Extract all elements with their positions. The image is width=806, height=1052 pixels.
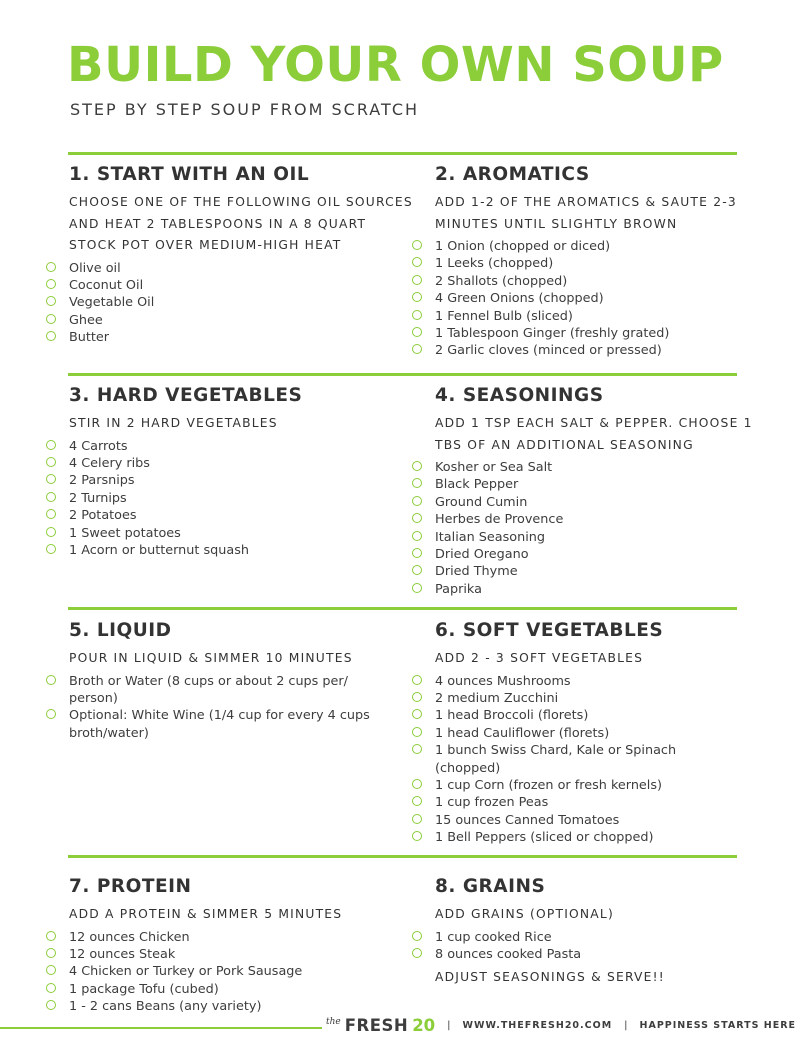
- ingredient-label: Italian Seasoning: [435, 529, 545, 545]
- circle-bullet-icon: [46, 296, 56, 306]
- brand-prefix: the: [326, 1017, 341, 1027]
- ingredient-label: 1 cup Corn (frozen or fresh kernels): [435, 777, 663, 793]
- ingredient-label: Ground Cumin: [435, 494, 528, 510]
- footer-separator: |: [624, 1019, 628, 1031]
- circle-bullet-icon: [46, 331, 56, 341]
- section-seasonings: [435, 383, 755, 598]
- ingredient-label: 12 ounces Steak: [69, 946, 176, 962]
- ingredient-list: [69, 929, 414, 1016]
- ingredient-label: 1 Onion (chopped or diced): [435, 239, 611, 254]
- ingredient-item: [435, 255, 755, 272]
- ingredient-label: 1 cup cooked Rice: [435, 929, 552, 945]
- ingredient-item: [69, 963, 414, 980]
- ingredient-label: 4 Carrots: [69, 438, 128, 454]
- circle-bullet-icon: [412, 692, 422, 702]
- ingredient-label: 8 ounces cooked Pasta: [435, 946, 582, 962]
- circle-bullet-icon: [412, 240, 422, 250]
- ingredient-label: Broth or Water (8 cups or about 2 cups per/ person): [69, 673, 348, 706]
- ingredient-label: Dried Thyme: [435, 564, 518, 580]
- section-aromatics: [435, 162, 755, 360]
- section-soft-vegetables: [435, 618, 735, 847]
- ingredient-list: [435, 929, 755, 964]
- section-heading: 2. AROMATICS: [435, 164, 590, 185]
- circle-bullet-icon: [412, 779, 422, 789]
- ingredient-label: 1 package Tofu (cubed): [69, 981, 219, 997]
- ingredient-label: 1 Fennel Bulb (sliced): [435, 308, 573, 324]
- ingredient-item: [435, 777, 735, 794]
- circle-bullet-icon: [412, 478, 422, 488]
- circle-bullet-icon: [412, 496, 422, 506]
- section-liquid: [69, 618, 387, 742]
- ingredient-label: 1 - 2 cans Beans (any variety): [69, 999, 262, 1015]
- ingredient-label: 4 Green Onions (chopped): [435, 291, 604, 307]
- section-instruction: STIR IN 2 HARD VEGETABLES: [69, 416, 278, 430]
- circle-bullet-icon: [46, 440, 56, 450]
- ingredient-item: [69, 294, 414, 311]
- circle-bullet-icon: [412, 709, 422, 719]
- section-instruction: ADD A PROTEIN & SIMMER 5 MINUTES: [69, 907, 343, 921]
- ingredient-label: 1 head Broccoli (florets): [435, 708, 589, 724]
- ingredient-item: [69, 490, 414, 507]
- section-divider: [68, 373, 737, 376]
- ingredient-label: Kosher or Sea Salt: [435, 460, 553, 475]
- ingredient-label: 1 Leeks (chopped): [435, 256, 554, 272]
- ingredient-label: Herbes de Provence: [435, 512, 564, 528]
- ingredient-label: 2 Potatoes: [69, 508, 137, 524]
- circle-bullet-icon: [412, 675, 422, 685]
- section-heading: 5. LIQUID: [69, 620, 172, 641]
- circle-bullet-icon: [46, 492, 56, 502]
- circle-bullet-icon: [412, 257, 422, 267]
- ingredient-item: [435, 529, 755, 546]
- circle-bullet-icon: [412, 344, 422, 354]
- ingredient-item: [435, 476, 755, 493]
- ingredient-label: 1 Acorn or butternut squash: [69, 542, 249, 558]
- ingredient-label: 1 Sweet potatoes: [69, 525, 181, 541]
- ingredient-item: [69, 438, 414, 455]
- ingredient-item: [69, 707, 387, 742]
- ingredient-item: [435, 812, 735, 829]
- circle-bullet-icon: [412, 548, 422, 558]
- ingredient-label: Paprika: [435, 581, 482, 597]
- section-heading: 4. SEASONINGS: [435, 385, 604, 406]
- ingredient-list: [69, 260, 414, 347]
- ingredient-label: 1 Tablespoon Ginger (freshly grated): [435, 326, 670, 342]
- section-instruction: ADD 2 - 3 SOFT VEGETABLES: [435, 651, 644, 665]
- footer: [326, 1010, 796, 1040]
- page-title: BUILD YOUR OWN SOUP: [67, 37, 724, 93]
- ingredient-label: 15 ounces Canned Tomatoes: [435, 812, 620, 828]
- footer-divider: [0, 1027, 322, 1029]
- section-protein: [69, 874, 414, 1016]
- section-hard-vegetables: [69, 383, 414, 559]
- section-heading: 6. SOFT VEGETABLES: [435, 620, 664, 641]
- ingredient-item: [435, 494, 755, 511]
- page-subtitle: STEP BY STEP SOUP FROM SCRATCH: [70, 100, 420, 119]
- circle-bullet-icon: [412, 796, 422, 806]
- ingredient-label: Vegetable Oil: [69, 295, 155, 311]
- circle-bullet-icon: [46, 965, 56, 975]
- ingredient-item: [69, 525, 414, 542]
- ingredient-item: [435, 725, 735, 742]
- ingredient-item: [435, 325, 755, 342]
- ingredient-item: [435, 742, 735, 777]
- ingredient-label: 1 bunch Swiss Chard, Kale or Spinach (chopped): [435, 743, 677, 776]
- ingredient-label: 12 ounces Chicken: [69, 929, 190, 945]
- circle-bullet-icon: [46, 931, 56, 941]
- ingredient-item: [69, 312, 414, 329]
- circle-bullet-icon: [412, 948, 422, 958]
- circle-bullet-icon: [46, 527, 56, 537]
- ingredient-item: [69, 329, 414, 346]
- circle-bullet-icon: [46, 675, 56, 685]
- ingredient-list: [435, 673, 735, 847]
- ingredient-label: Olive oil: [69, 260, 121, 276]
- footer-tagline: HAPPINESS STARTS HERE: [639, 1019, 796, 1031]
- footer-separator: |: [447, 1019, 451, 1031]
- circle-bullet-icon: [412, 744, 422, 754]
- ingredient-item: [69, 542, 414, 559]
- section-instruction: CHOOSE ONE OF THE FOLLOWING OIL SOURCES AND HEAT 2 TABLESPOONS IN A 8 QUART STOCK POT OVER MEDIUM-HIGH HEAT: [69, 195, 413, 252]
- circle-bullet-icon: [46, 457, 56, 467]
- ingredient-list: [435, 238, 755, 360]
- circle-bullet-icon: [46, 1000, 56, 1010]
- circle-bullet-icon: [412, 531, 422, 541]
- section-instruction: ADD GRAINS (OPTIONAL): [435, 907, 614, 921]
- ingredient-item: [69, 673, 387, 708]
- section-instruction: ADD 1 TSP EACH SALT & PEPPER. CHOOSE 1 TBS OF AN ADDITIONAL SEASONING: [435, 416, 753, 452]
- section-instruction: POUR IN LIQUID & SIMMER 10 MINUTES: [69, 651, 353, 665]
- circle-bullet-icon: [46, 948, 56, 958]
- circle-bullet-icon: [412, 831, 422, 841]
- ingredient-item: [69, 981, 414, 998]
- circle-bullet-icon: [412, 327, 422, 337]
- circle-bullet-icon: [46, 314, 56, 324]
- ingredient-item: [435, 546, 755, 563]
- ingredient-label: 4 Celery ribs: [69, 455, 150, 471]
- circle-bullet-icon: [412, 310, 422, 320]
- circle-bullet-icon: [412, 513, 422, 523]
- ingredient-label: 4 ounces Mushrooms: [435, 673, 571, 689]
- ingredient-item: [435, 308, 755, 325]
- brand-name: FRESH: [344, 1015, 409, 1035]
- ingredient-label: 2 medium Zucchini: [435, 690, 559, 706]
- closing-instruction: ADJUST SEASONINGS & SERVE!!: [435, 970, 665, 985]
- circle-bullet-icon: [46, 279, 56, 289]
- ingredient-item: [435, 794, 735, 811]
- ingredient-item: [69, 260, 414, 277]
- circle-bullet-icon: [412, 583, 422, 593]
- section-heading: 3. HARD VEGETABLES: [69, 385, 303, 406]
- ingredient-label: Black Pepper: [435, 477, 519, 493]
- circle-bullet-icon: [46, 509, 56, 519]
- ingredient-item: [435, 673, 735, 690]
- ingredient-item: [435, 707, 735, 724]
- circle-bullet-icon: [46, 544, 56, 554]
- circle-bullet-icon: [412, 814, 422, 824]
- ingredient-label: Ghee: [69, 312, 103, 328]
- brand-number: 20: [412, 1015, 436, 1035]
- ingredient-item: [69, 277, 414, 294]
- section-heading: 1. START WITH AN OIL: [69, 164, 310, 185]
- ingredient-item: [435, 290, 755, 307]
- section-heading: 7. PROTEIN: [69, 876, 192, 897]
- ingredient-list: [435, 459, 755, 598]
- ingredient-label: 2 Parsnips: [69, 473, 135, 489]
- ingredient-item: [435, 342, 755, 359]
- ingredient-label: 1 cup frozen Peas: [435, 795, 549, 811]
- ingredient-item: [435, 690, 735, 707]
- circle-bullet-icon: [412, 931, 422, 941]
- section-oil: [69, 162, 414, 347]
- ingredient-label: Optional: White Wine (1/4 cup for every 4 cups broth/water): [69, 708, 370, 741]
- ingredient-label: Butter: [69, 330, 110, 346]
- ingredient-item: [69, 472, 414, 489]
- circle-bullet-icon: [46, 262, 56, 272]
- ingredient-item: [69, 946, 414, 963]
- circle-bullet-icon: [46, 983, 56, 993]
- circle-bullet-icon: [46, 709, 56, 719]
- ingredient-label: 2 Garlic cloves (minced or pressed): [435, 343, 662, 359]
- circle-bullet-icon: [46, 474, 56, 484]
- ingredient-item: [69, 507, 414, 524]
- ingredient-item: [435, 581, 755, 598]
- ingredient-label: 1 head Cauliflower (florets): [435, 725, 610, 741]
- ingredient-label: 4 Chicken or Turkey or Pork Sausage: [69, 964, 303, 980]
- ingredient-item: [435, 459, 755, 476]
- circle-bullet-icon: [412, 292, 422, 302]
- ingredient-item: [69, 929, 414, 946]
- section-divider: [68, 607, 737, 610]
- ingredient-item: [435, 829, 735, 846]
- ingredient-item: [435, 946, 755, 963]
- ingredient-item: [435, 563, 755, 580]
- section-grains: [435, 874, 755, 987]
- ingredient-label: Coconut Oil: [69, 277, 144, 293]
- ingredient-list: [69, 673, 387, 743]
- ingredient-label: 2 Turnips: [69, 490, 127, 506]
- section-divider: [68, 152, 737, 155]
- ingredient-item: [435, 929, 755, 946]
- section-divider: [68, 855, 737, 858]
- circle-bullet-icon: [412, 727, 422, 737]
- section-instruction: ADD 1-2 OF THE AROMATICS & SAUTE 2-3 MINUTES UNTIL SLIGHTLY BROWN: [435, 195, 737, 231]
- ingredient-label: 2 Shallots (chopped): [435, 273, 568, 289]
- ingredient-item: [69, 455, 414, 472]
- ingredient-label: 1 Bell Peppers (sliced or chopped): [435, 830, 654, 846]
- circle-bullet-icon: [412, 275, 422, 285]
- ingredient-label: Dried Oregano: [435, 547, 529, 563]
- ingredient-item: [435, 511, 755, 528]
- ingredient-item: [435, 238, 755, 255]
- ingredient-list: [69, 438, 414, 560]
- website-link[interactable]: WWW.THEFRESH20.COM: [462, 1019, 613, 1031]
- section-heading: 8. GRAINS: [435, 876, 546, 897]
- circle-bullet-icon: [412, 565, 422, 575]
- circle-bullet-icon: [412, 461, 422, 471]
- ingredient-item: [435, 273, 755, 290]
